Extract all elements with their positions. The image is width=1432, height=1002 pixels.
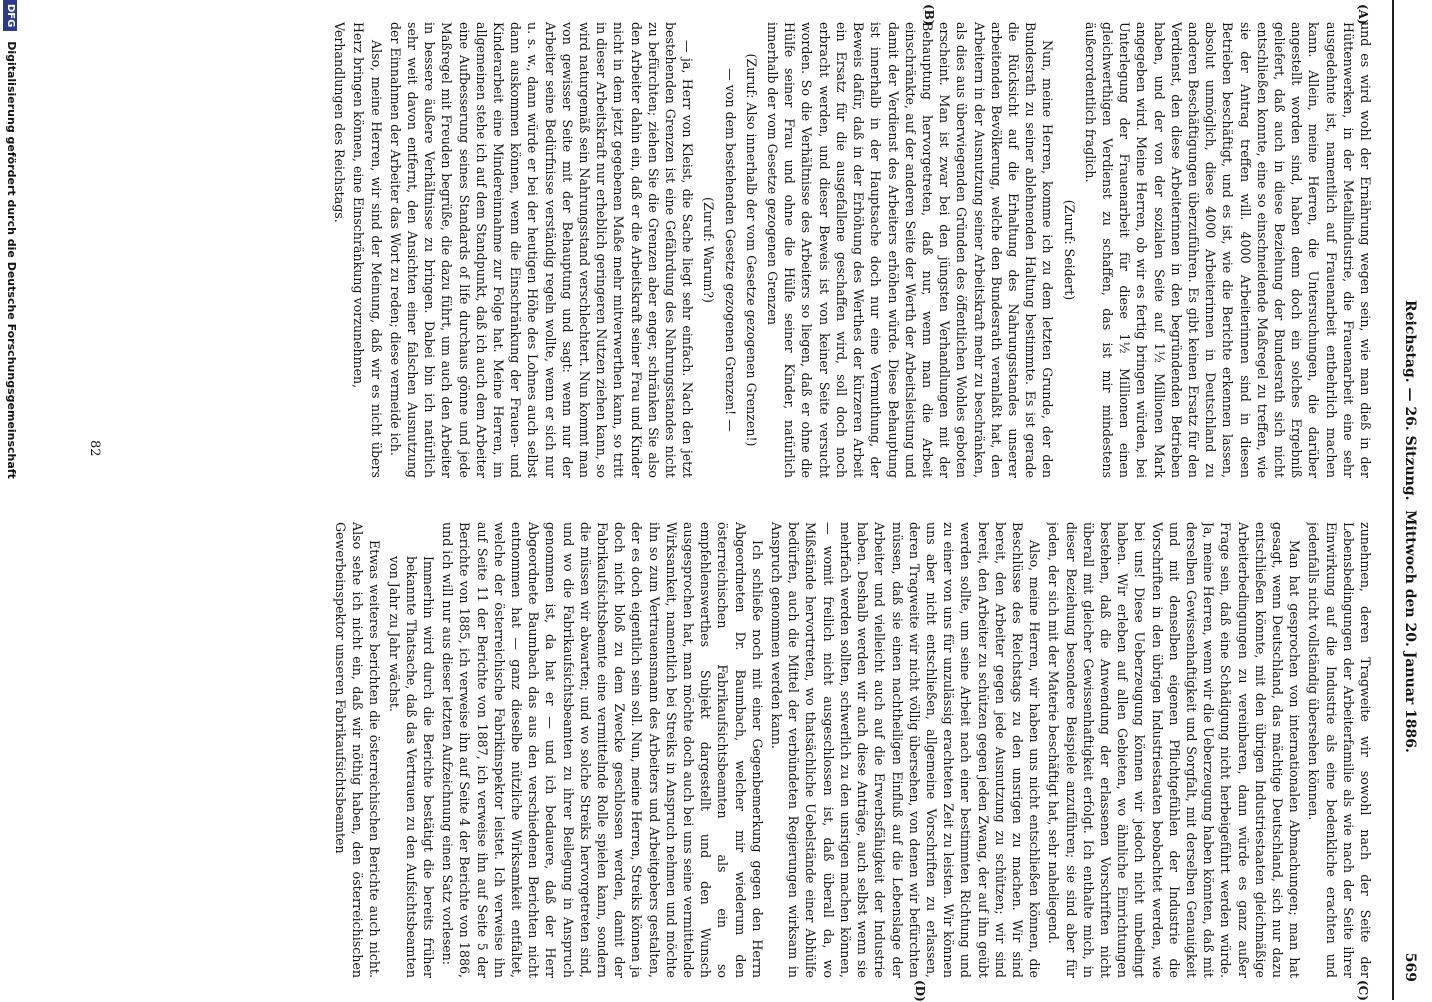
paragraph: — ja, Herr von Kleist, die Sache liegt sehr einfach. Nach den jetzt bestehenden Grenzen ist eine Gefährdung des Nahrungsstandes nicht zu befürchten; ziehen Sie die Grenzen aber enger, schränken Sie also den Arbeiter dahin ein, daß er die Arbeitskraft seiner Frau und Kinder nicht in dem jetzt gegebenen Maße mehr mitverwerthen kann, so tritt in dieser Arbeitskraft nur erheblich geringeren Nutzen ziehen kann, so wird naturgemäß sein Nahrungsstand verschlechtert. Nun kommt man von gewisser Seite mit der Behauptung und sagt: wenn nur der Arbeiter seine Bedürfnisse verständig regeln wollte, wenn er sich nur u. s. w., dann würde er bei der heutigen Höhe des Lohnes auch selbst dann auskommen können, wenn die Einschränkung der Frauen- und Kinderarbeit eine Mindereinnahme zur Folge hat. Meine Herren, im allgemeinen stehe ich auf dem Standpunkt, daß ich auch dem Arbeiter eine Aufbesserung seines Standards of life durchaus gönne und jede Maßregel mit Freuden begrüße, die dazu führt, um auch den Arbeiter in bessere äußere Verhältnisse zu bringen. Dabei bin ich natürlich sehr weit davon entfernt, den Ansichten einer falschen Ausnutzung der Einnahmen der Arbeiter das Wort zu reden; diese vermeide ich. <box>387 22 696 478</box>
interjection: (Zuruf: Warum?) <box>701 197 717 303</box>
paragraph: und es wird wohl der Ernährung wegen sein, wie man dieß in der Hüttenwerken, in der Metallindustrie, die Frauenarbeit eine sehr ausgedehnte ist, namentlich auf Frauenarbeit entbehrlich machen kann. Allein, meine Herren, die Untersuchungen, die darüber angestellt worden sind, haben denn doch ein solches Ergebniß geliefert, daß auch in diese Beziehung der Bundesrath sich nicht entschließen konnte, eine so einschneidende Maßregel zu treffen, wie sie der Antrag treffen will. 4000 Arbeiterinnen sind in diesen Betrieben beschäftigt, und es ist, wie die Berichte erkennen lassen, absolut unmöglich, diese 4000 Arbeiterinnen in Deutschland zu anderen Beschäftigungen überzuführen. Es gibt keinen Ersatz für den Verdienst, den diese Arbeiterinnen in den begründenden Betrieben haben, und der von der sozialen Seite auf 1½ Millionen Mark angegeben wird. Meine Herren, ob wir es fertig bringen würden, bei Unterlegung der Frauenarbeit für diese 1½ Millionen einen gleichwerthigen Verdienst zu schaffen, das ist mir mindestens äußerordentlich fraglich. <box>1082 22 1373 478</box>
interjection: (Zuruf: Also innerhalb der vom Gesetze gezogenen Grenzen!) <box>743 53 759 447</box>
paragraph: Also, meine Herren, wir sind der Meinung, daß wir es nicht übers Herz bringen können, eine Einschränkung vorzunehmen, <box>351 22 384 478</box>
credit-text: Digitalisierung gefördert durch die Deutsche Forschungsgemeinschaft <box>5 41 18 479</box>
paragraph: — von dem bestehenden Gesetze gezogenen Grenzen! — <box>722 68 738 432</box>
margin-mark-b: (B) <box>922 4 936 26</box>
column-footer-text: Verhandlungen des Reichstags. <box>332 22 348 223</box>
paragraph: Man hat gesprochen von internationalen Abmachungen; man hat gesagt, wenn Deutschland, das mächtige Deutschland, sich nur dazu entschließen könnte, mit den übrigen Industriestaaten gleichmäßige Arbeiterbedingungen zu vereinbaren, dann würde es ganz außer Frage sein, daß eine Schädigung nicht herbeigeführt werden würde. Ja, meine Herren, wenn wir die Ueberzeugung haben könnten, daß mit derselben Gewissenhaftigkeit und Sorgfalt, mit derselben Genauigkeit und mit denselben eigenen Pflichtgefühlen der Industrie die Vorschriften in den übrigen Industriestaaten beobachtet werden, wie bei uns! Diese Ueberzeugung können wir jedoch nicht unbedingt haben. Wir erleben auf allen Gebieten, wo ähnliche Einrichtungen bestehen, daß die Anwendung der erlassenen Vorschriften nicht überall mit gleicher Gewissenhaftigkeit erfolgt. Ich enthalte mich, in dieser Beziehung besondere Beispiele anzuführen; sie sind aber für jeden, der sich mit der Materie beschäftigt hat, sehr naheliegend. <box>1046 522 1303 978</box>
paragraph: Ich schließe noch mit einer Gegenbemerkung gegen den Herrn Abgeordneten Dr. Baumbach, welcher mir wiederum den österreichischen Fabrikaufsichtsbeamten als ein so empfehlenswerthes Subjekt dargestellt und den Wunsch ausgesprochen hat, man möchte doch auch bei uns seine vermittelnde Wirksamkeit, namentlich bei Streiks in Anspruch nehmen und möchte ihn so zum Vertrauensmann des Arbeiters und Arbeitgebers gestalten, der es doch eigentlich sein soll. Nun, meine Herren, Streiks können ja doch nicht bloß zu dem Zwecke geschlossen werden, damit der Fabrikaufsichtsbeamte eine vermittelnde Rolle spielen kann, sondern die müssen wir abwarten; und wo solche Streiks hervorgetreten sind, und wo die Fabrikaufsichtsbeamten zu ihrer Beilegung in Anspruch genommen ist, da hat er — und ich bedauere, daß der Herr Abgeordnete Baumbach das aus den verschiedenen Berichten nicht entnommen hat — ganz dieselbe nützliche Wirksamkeit entfaltet, welche der österreichische Fabrikinspektor leistet. Ich verweise ihn auf Seite 11 der Berichte von 1887, ich verweise ihn auf Seite 5 der Berichte von 1885, ich verweise ihn auf Seite 4 der Berichte von 1886, und ich will nur aus dieser letzten Aufzeichnung einen Satz vorlesen: <box>440 522 765 978</box>
paragraph: Also, meine Herren, wir haben uns nicht entschließen können, die Beschlüsse des Reichstags zu den unsrigen zu machen. Wir sind bereit, den Arbeiter gegen jede Ausnutzung zu schützen; wir sind bereit, den Arbeiter zu schützen gegen jeden Zwang, der auf ihn geübt werden sollte, um seine Arbeit nach einer bestimmten Richtung und zu einer von uns für unzulässig erachteten Zeit zu leisten. Wir können uns aber nicht entschließen, allgemeine Vorschriften zu erlassen, deren Tragweite wir nicht völlig übersehen, von denen wir befürchten müssen, daß sie einen nachtheiligen Einfluß auf die Lebenslage der Arbeiter und vielleicht auch auf die Erwerbsfähigkeit der Industrie haben. Deshalb werden wir auch diese Anträge, auch selbst wenn sie mehrfach werden sollten, schwerlich zu den unsrigen machen können, — womit freilich nicht ausgeschlossen ist, daß überall da, wo Mißstände hervortreten, wo thatsächliche Uebelstände einer Abhülfe bedürfen, auch die Mittel der verbündeten Regierungen wirksam in Anspruch genommen werden kann. <box>769 522 1043 978</box>
signature-mark: 82 <box>87 440 102 457</box>
left-text-column <box>124 22 1374 478</box>
interjection: (Zuruf: Seidert) <box>1061 199 1077 301</box>
margin-mark-d: (D) <box>913 980 927 1002</box>
quotation: Immerhin wird durch die Berichte bestätigt die bereits früher bekannte Thatsache, daß das Vertrauen zu den Aufsichtsbeamten von Jahr zu Jahr wächst. <box>386 556 437 978</box>
paragraph: Etwas weiteres berichten die österreichischen Berichte auch nicht. Also sehe ich nicht ein, daß wir nöthig haben, den österreichischen Gewerbeinspektor unseren Fabrikaufsichtsbeamten <box>333 522 383 978</box>
digitization-credit <box>0 0 22 1000</box>
paragraph: zunehmen, deren Tragweite wir sowohl nach der Seite der Lebensbedingungen der Arbeiterfamilie als wie nach der Seite ihrer Einwirkung auf die Industrie als eine bedenkliche erachten und jedenfalls nicht vollständig übersehen können. <box>1306 522 1373 978</box>
header-session-title: Reichstag. — 26. Sitzung. <box>1402 300 1418 501</box>
running-header <box>1392 0 1420 1000</box>
margin-mark-c: (C) <box>1356 980 1370 1001</box>
dfg-logo: DFG <box>3 0 17 31</box>
header-date: Mittwoch den 20. Januar 1886. <box>1402 510 1418 753</box>
paragraph: Nun, meine Herren, komme ich zu dem letzten Grunde, der den Bundesrath zu seiner ablehnenden Haltung bestimmte. Es ist gerade die Rücksicht auf die Erhaltung des Nahrungsstandes unserer arbeitenden Bevölkerung, welche den Bundesrath veranlaßt hat, den Arbeitern in der Ausnutzung seiner Arbeitskraft mehr zu beschränken, als dies aus überwiegenden Gründen des öffentlichen Wohles geboten erscheint. Man ist zwar bei den jüngsten Verhandlungen mit der Behauptung hervorgetreten, daß nur, wenn man die Arbeit einschränkte, auf der anderen Seite der Werth der Arbeitsleistung und damit der Verdienst des Arbeiters erhöhen würde. Diese Behauptung ist innerhalb in der Hauptsache doch nur eine Vermuthung, der Beweis dafür, daß in der Erhöhung des Werthes der kürzeren Arbeit ein Ersatz für die ausgefallene geschaffen wird, soll doch noch erbracht werden, und dieser Beweis ist von keiner Seite versucht worden. So die Verhältnisse des Arbeiters so liegen, daß er ohne die Hülfe seiner Frau und ohne die Hülfe seiner Kinder, natürlich innerhalb der vom Gesetze gezogenen Grenzen <box>765 22 1056 478</box>
margin-mark-a: (A) <box>1356 4 1370 25</box>
right-text-column <box>124 522 1374 978</box>
page-number: 569 <box>1402 952 1418 982</box>
